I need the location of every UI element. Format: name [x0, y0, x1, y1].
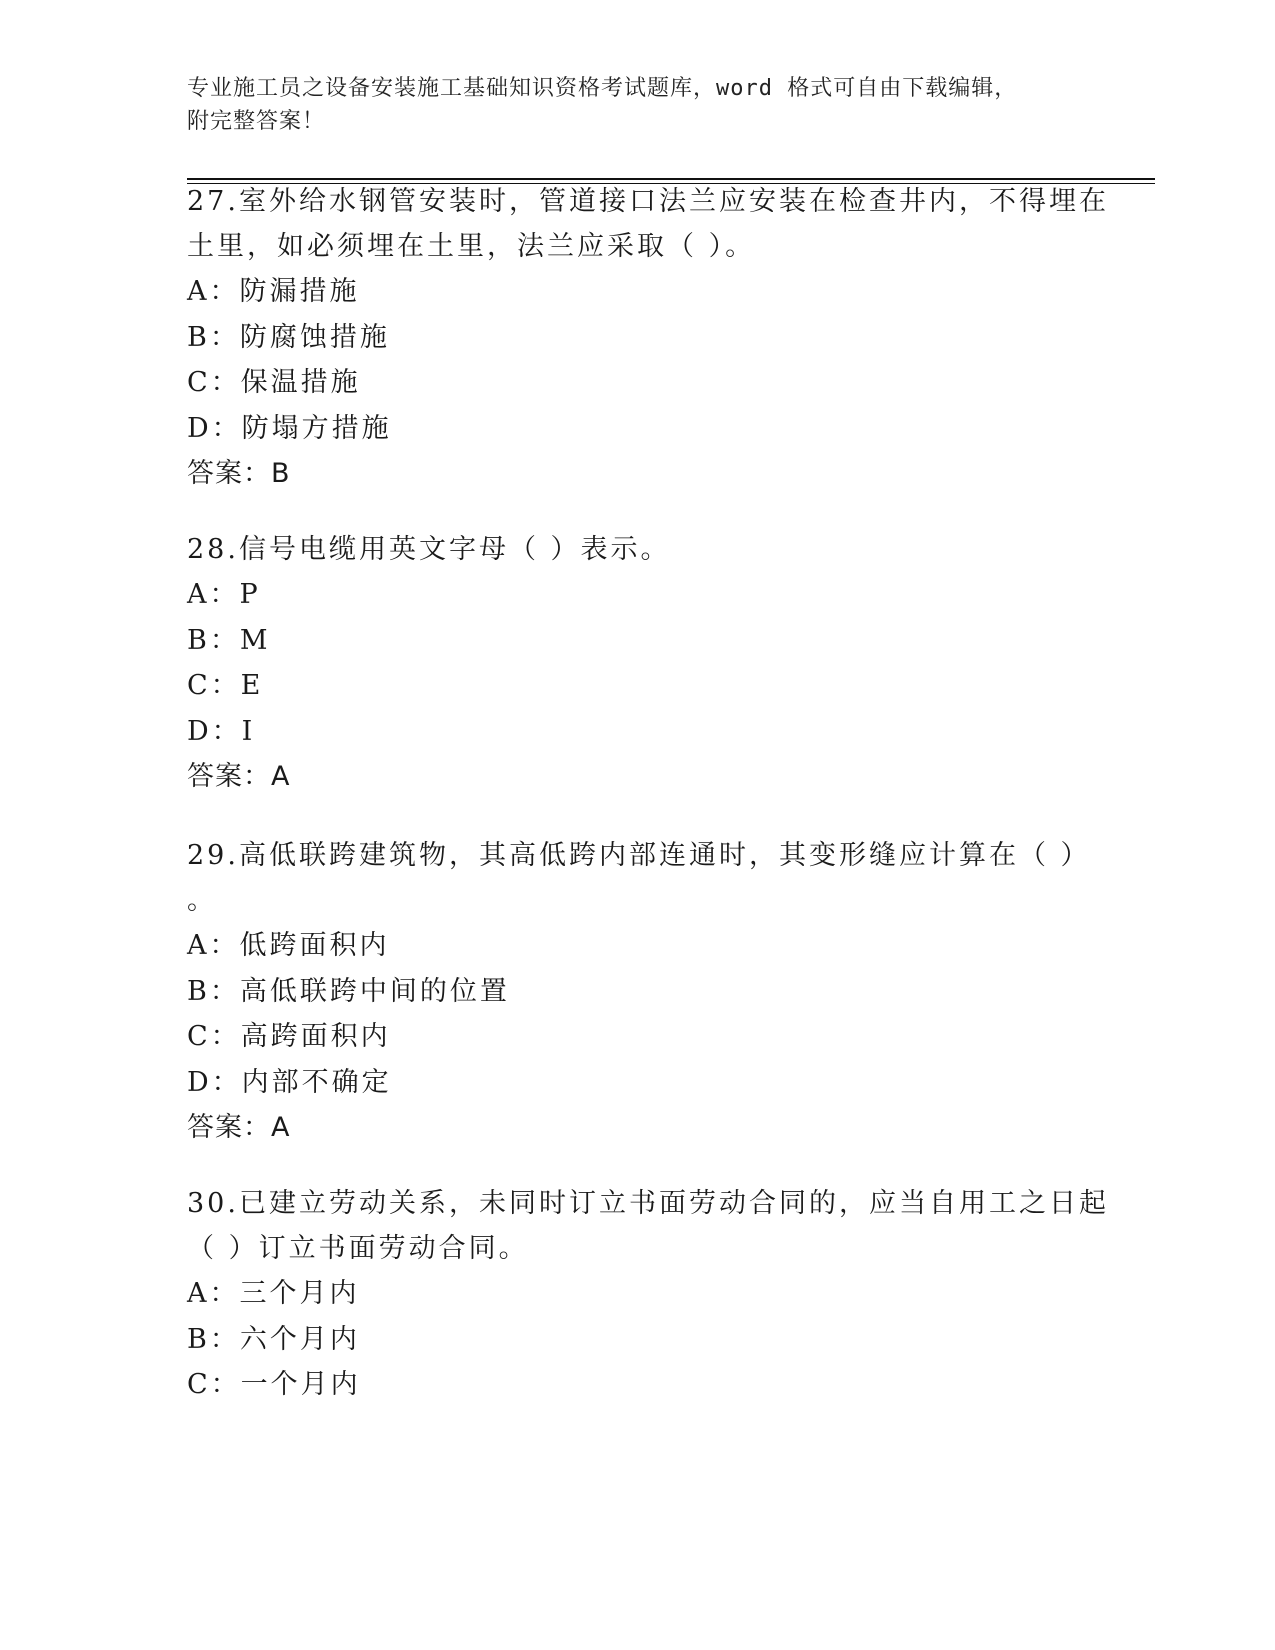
question-text-line: 27.室外给水钢管安装时，管道接口法兰应安装在检查井内，不得埋在: [187, 186, 1109, 217]
question-text-line: （ ）订立书面劳动合同。: [187, 1233, 529, 1264]
question-text-line: 30.已建立劳动关系，未同时订立书面劳动合同的，应当自用工之日起: [187, 1188, 1109, 1219]
answer-label: 答案：A: [187, 1112, 291, 1143]
option-b: B：防腐蚀措施: [187, 321, 390, 353]
question-30: [187, 1181, 1109, 1408]
question-text-line: 29.高低联跨建筑物，其高低跨内部连通时，其变形缝应计算在（ ）: [187, 840, 1091, 871]
header-line-1: 专业施工员之设备安装施工基础知识资格考试题库，word 格式可自由下载编辑，: [187, 76, 1018, 101]
document-header: [187, 72, 1067, 138]
question-text-line: 28.信号电缆用英文字母（ ）表示。: [187, 534, 671, 565]
answer-label: 答案：A: [187, 761, 291, 792]
question-27: [187, 179, 1109, 496]
option-a: A：低跨面积内: [187, 930, 390, 961]
option-b: B：M: [187, 624, 271, 656]
question-28: [187, 527, 1087, 799]
option-d: D：I: [187, 715, 256, 747]
question-text-line: 。: [187, 885, 217, 916]
option-c: C：一个月内: [187, 1369, 361, 1400]
option-a: A：P: [187, 579, 261, 610]
question-29: [187, 833, 1091, 1150]
option-c: C：高跨面积内: [187, 1021, 391, 1052]
option-b: B：六个月内: [187, 1323, 360, 1355]
option-c: C：保温措施: [187, 367, 361, 398]
option-a: A：三个月内: [187, 1278, 360, 1309]
option-b: B：高低联跨中间的位置: [187, 975, 510, 1007]
option-d: D：内部不确定: [187, 1066, 392, 1098]
question-text-line: 土里，如必须埋在土里，法兰应采取（ ）。: [187, 231, 756, 262]
option-a: A：防漏措施: [187, 276, 360, 307]
option-c: C：E: [187, 670, 264, 701]
option-d: D：防塌方措施: [187, 412, 392, 444]
header-line-2: 附完整答案！: [187, 109, 326, 134]
answer-label: 答案：B: [187, 458, 291, 489]
